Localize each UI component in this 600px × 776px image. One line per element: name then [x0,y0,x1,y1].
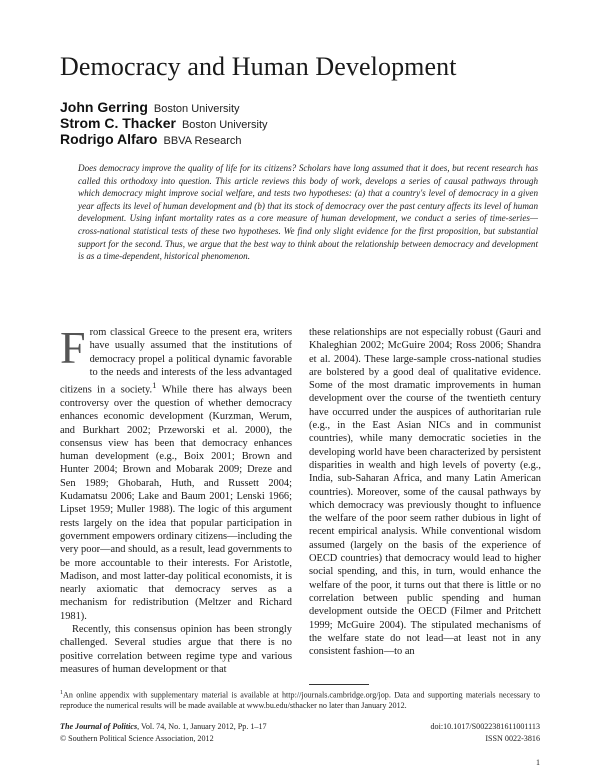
author-entry [60,115,268,131]
author-affiliation: Boston University [181,119,268,131]
abstract: Does democracy improve the quality of life for its citizens? Scholars have long assumed that it does, but recent research has called this orthodoxy into question. This article reviews this body of work, develops a series of causal pathways through which democracy might improve social welfare, and tests two hypotheses: (a) that a country's level of democracy in a given year affects its level of human development and (b) that its stock of democracy over the past century affects its level of human development. Using infant mortality rates as a core measure of human development, we conduct a series of time-series—cross-national statistical tests of these two hypotheses. We find only slight evidence for the first proposition, but substantial support for the second. Thus, we argue that the best way to think about the relationship between democracy and development is as a time-dependent, historical phenomenon. [78,163,538,262]
body-paragraph: Recently, this consensus opinion has been strongly challenged. Several studies argue that there is no positive correlation between regime type and various measures of human development or that [60,624,292,675]
footnote-text: An online appendix with supplementary material is available at http://journals.cambridge.org/jop. Data and supporting materials necessary to reproduce the numerical results will be made available at www.bu.edu/sthacker no later than January 2012. [60,690,540,710]
body-text: rom classical Greece to the present era, writers have usually assumed that the institutions of democracy propel a political dynamic favorable to the needs and interests of the less advantaged citizens in a society. [60,327,292,396]
author-name: John Gerring [60,99,148,115]
page-number: 1 [536,758,540,767]
copyright-notice: © Southern Political Science Association, 2012 [60,734,214,743]
body-paragraph [60,322,293,623]
drop-cap: F [60,322,86,373]
author-name: Strom C. Thacker [60,115,176,131]
body-text: While there has always been controversy over the question of whether democracy enhances economic development (Kurzman, Werum, and Burkhart 2002; Przeworski et al. 2000), the consensus view has been that democracy enhances human development (e.g., Boix 2001; Brown and Hunter 2004; Brown and Mobarak 2009; Dreze and Sen 1989; Ghobarah, Huth, and Russett 2004; Kudamatsu 2006; Lake and Baum 2001; Lenski 1966; Lipset 1959; Muller 1988). The logic of this argument rests largely on the idea that popular participation in government empowers ordinary citizens—including the very poor—and should, as a result, lead governments to be more accountable to their interests. For Aristotle, Madison, and most latter-day political economists, it is nearly axiomatic that democracy serves as a mechanism for redistribution (Meltzer and Richard 1981). [60,384,293,622]
author-affiliation: Boston University [153,103,240,115]
author-entry [60,131,268,147]
footnote [60,688,540,711]
body-column-right [309,326,541,658]
doi: doi:10.1017/S0022381611001113 [430,722,540,731]
journal-name: The Journal of Politics [60,722,138,731]
footnote-divider [309,684,369,685]
author-entry [60,99,268,115]
body-paragraph: these relationships are not especially robust (Gauri and Khaleghian 2002; McGuire 2004; Ross 2006; Shandra et al. 2004). These large-sample cross-national studies are bolstered by a good deal of qualitative evidence. Some of the most dramatic improvements in human development over the course of the twentieth century have occurred under the auspices of authoritarian rule (e.g., in the East Asian NICs and in communist countries), while many democratic societies in the developing world have been characterized by persistent disparities in wealth and high levels of poverty (e.g., India, sub-Saharan Africa, and many Latin American countries). Moreover, some of the causal pathways by which democracy was previously thought to influence the welfare of the poor seem rather dubious in light of recent empirical analysis. While conventional wisdom assumed (largely on the basis of the experience of OECD countries) that democracy would lead to higher social spending, and this, in turn, would enhance the welfare of the poor, it turns out that there is little or no correlation between public spending and human development outside the OECD (Filmer and Pritchett 1999; McGuire 2004). The stipulated mechanisms of the welfare state do not lead—at least not in any consistent fashion—to an [309,327,541,658]
footnote-reference: 1 [152,380,157,391]
issn: ISSN 0022-3816 [485,734,540,743]
journal-citation [60,722,267,731]
author-list [60,99,268,147]
footnote-mark: 1 [60,690,63,696]
paper-title: Democracy and Human Development [60,52,457,81]
author-name: Rodrigo Alfaro [60,131,158,147]
body-column-left [60,322,293,676]
author-affiliation: BBVA Research [163,135,242,147]
journal-details: , Vol. 74, No. 1, January 2012, Pp. 1–17 [137,722,267,731]
